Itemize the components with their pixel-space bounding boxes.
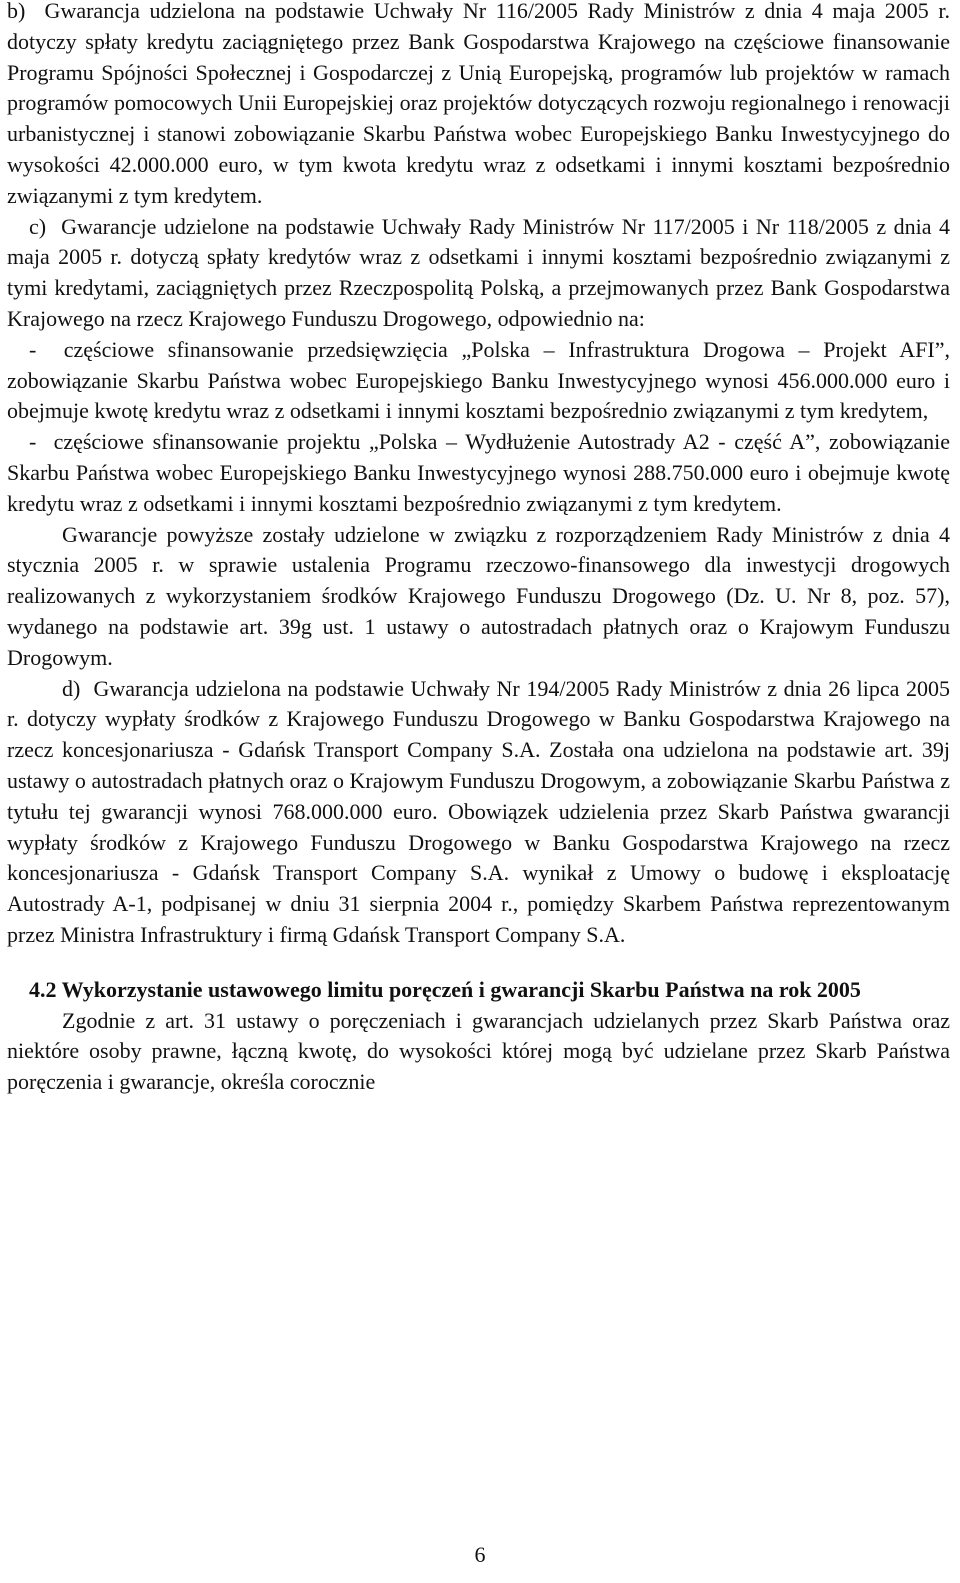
paragraph-guarantee-b: b) Gwarancja udzielona na podstawie Uchwały Nr 116/2005 Rady Ministrów z dnia 4 maja 2005 r. dotyczy spłaty kredytu zaciągniętego przez Bank Gospodarstwa Krajowego na częściowe finansowanie Programu Spójności Społecznej i Gospodarczej z Unią Europejską, programów lub projektów w ramach programów pomocowych Unii Europejskiej oraz projektów dotyczących rozwoju regionalnego i renowacji urbanistycznej i stanowi zobowiązanie Skarbu Państwa wobec Europejskiego Banku Inwestycyjnego do wysokości 42.000.000 euro, w tym kwota kredytu wraz z odsetkami i innymi kosztami bezpośrednio związanymi z tym kredytem.	[7, 0, 950, 208]
paragraph-guarantee-d: d) Gwarancja udzielona na podstawie Uchwały Nr 194/2005 Rady Ministrów z dnia 26 lipca 2005 r. dotyczy wypłaty środków z Krajowego Funduszu Drogowego w Banku Gospodarstwa Krajowego na rzecz koncesjonariusza - Gdańsk Transport Company S.A. Została ona udzielona na podstawie art. 39j ustawy o autostradach płatnych oraz o Krajowym Funduszu Drogowym, a zobowiązanie Skarbu Państwa z tytułu tej gwarancji wynosi 768.000.000 euro. Obowiązek udzielenia przez Skarb Państwa gwarancji wypłaty środków z Krajowego Funduszu Drogowego w Banku Gospodarstwa Krajowego na rzecz koncesjonariusza - Gdańsk Transport Company S.A. wynikał z Umowy o budowę i eksploatację Autostrady A-1, podpisanej w dniu 31 sierpnia 2004 r., pomiędzy Skarbem Państwa reprezentowanym przez Ministra Infrastruktury i firmą Gdańsk Transport Company S.A.	[7, 675, 950, 947]
paragraph-guarantee-c: c) Gwarancje udzielone na podstawie Uchwały Rady Ministrów Nr 117/2005 i Nr 118/2005 z dnia 4 maja 2005 r. dotyczą spłaty kredytów wraz z odsetkami i innymi kosztami bezpośrednio związanymi z tymi kredytami, zaciągniętych przez Rzeczpospolitą Polską, a przejmowanych przez Bank Gospodarstwa Krajowego na rzecz Krajowego Funduszu Drogowego, odpowiednio na:	[7, 213, 950, 331]
paragraph-guarantees-basis: Gwarancje powyższe zostały udzielone w związku z rozporządzeniem Rady Ministrów z dnia 4 stycznia 2005 r. w sprawie ustalenia Programu rzeczowo-finansowego dla inwestycji drogowych realizowanych z wykorzystaniem środków Krajowego Funduszu Drogowego (Dz. U. Nr 8, poz. 57), wydanego na podstawie art. 39g ust. 1 ustawy o autostradach płatnych oraz o Krajowym Funduszu Drogowym.	[7, 521, 950, 670]
list-item-projekt-afi: - częściowe sfinansowanie przedsięwzięcia „Polska – Infrastruktura Drogowa – Projekt AFI”, zobowiązanie Skarbu Państwa wobec Europejskiego Banku Inwestycyjnego wynosi 456.000.000 euro i obejmuje kwotę kredytu wraz z odsetkami i innymi kosztami bezpośrednio związanymi z tym kredytem,	[7, 336, 950, 424]
section-paragraph: Zgodnie z art. 31 ustawy o poręczeniach i gwarancjach udzielanych przez Skarb Państwa oraz niektóre osoby prawne, łączną kwotę, do wysokości której mogą być udzielane przez Skarb Państwa poręczenia i gwarancje, określa corocznie	[7, 1007, 950, 1095]
page-number: 6	[474, 1542, 486, 1567]
list-item-autostrada-a2: - częściowe sfinansowanie projektu „Polska – Wydłużenie Autostrady A2 - część A”, zobowiązanie Skarbu Państwa wobec Europejskiego Banku Inwestycyjnego wynosi 288.750.000 euro i obejmuje kwotę kredytu wraz z odsetkami i innymi kosztami bezpośrednio związanymi z tym kredytem.	[7, 429, 950, 516]
section-heading: 4.2 Wykorzystanie ustawowego limitu poręczeń i gwarancji Skarbu Państwa na rok 2005	[29, 976, 861, 1002]
